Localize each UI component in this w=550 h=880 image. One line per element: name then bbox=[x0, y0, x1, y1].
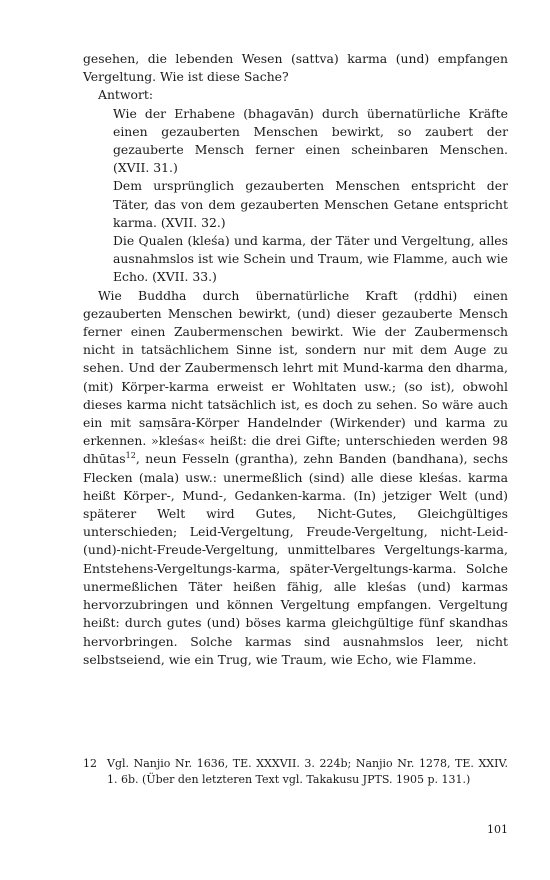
commentary-part-1: Wie Buddha durch übernatürliche Kraft (ṛddhi) einen gezauberten Menschen bewirkt, (und) dieser gezauberte Mensch ferner einen Zaubermenschen bewirkt. Wie der Zaubermensch nicht in tatsächlichem Sinne ist, sondern nur mit dem Auge zu sehen. Und der Zaubermensch lehrt mit Mund-karma den dharma, (mit) Körper-karma erweist er Wohltaten usw.; (so ist), obwohl dieses karma nicht tatsächlich ist, es doch zu sehen. So wäre auch ein mit saṃsāra-Körper Handelnder (Wirkender) und karma zu erkennen. »kleśas« heißt: die drei Gifte; unterschieden werden 98 dhūtas bbox=[83, 287, 508, 467]
verse-block bbox=[83, 105, 508, 287]
verse-32: Dem ursprünglich gezauberten Menschen entspricht der Täter, das von dem gezauberten Menschen Getane entspricht karma. (XVII. 32.) bbox=[113, 178, 508, 230]
main-text bbox=[83, 50, 508, 669]
commentary-paragraph bbox=[83, 287, 508, 669]
verse-31: Wie der Erhabene (bhagavān) durch übernatürliche Kräfte einen gezauberten Menschen bewirkt, so zaubert der gezauberte Mensch ferner einen scheinbaren Menschen. (XVII. 31.) bbox=[113, 105, 508, 176]
footnote-text: Vgl. Nanjio Nr. 1636, TE. XXXVII. 3. 224b; Nanjio Nr. 1278, TE. XXIV. 1. 6b. (Über den letzteren Text vgl. Takakusu JPTS. 1905 p. 131.) bbox=[107, 757, 508, 786]
footnote bbox=[83, 756, 508, 788]
verse-33: Die Qualen (kleśa) und karma, der Täter und Vergeltung, alles ausnahmslos ist wie Schein und Traum, wie Flamme, auch wie Echo. (XVII. 33.) bbox=[113, 233, 508, 285]
answer-label: Antwort: bbox=[98, 87, 154, 103]
intro-paragraph: gesehen, die lebenden Wesen (sattva) karma (und) empfangen Vergeltung. Wie ist diese Sache? bbox=[83, 51, 508, 85]
commentary-part-2: , neun Fesseln (grantha), zehn Banden (bandhana), sechs Flecken (mala) usw.: unermeßlich (sind) alle diese kleśas. karma heißt Körper-, Mund-, Gedanken-karma. (In) jetziger Welt (und) späterer Welt wird Gutes, Nicht-Gutes, Gleichgültiges unterschieden; Leid-Vergeltung, Freude-Vergeltung, nicht-Leid-(und)-nicht-Freude-Vergeltung, unmittelbares Vergeltungs-karma, Entstehens-Vergeltungs-karma, später-Vergeltungs-karma. Solche unermeßlichen Täter heißen fähig, alle kleśas (und) karmas hervorzubringen und können Vergeltung empfangen. Vergeltung heißt: durch gutes (und) böses karma gleichgültige fünf skandhas hervorbringen. Solche karmas sind ausnahmslos leer, nicht selbstseiend, wie ein Trug, wie Traum, wie Echo, wie Flamme. bbox=[83, 451, 508, 667]
footnote-reference[interactable]: 12 bbox=[125, 451, 136, 461]
footnote-number: 12 bbox=[83, 757, 97, 770]
page-number: 101 bbox=[487, 823, 508, 836]
